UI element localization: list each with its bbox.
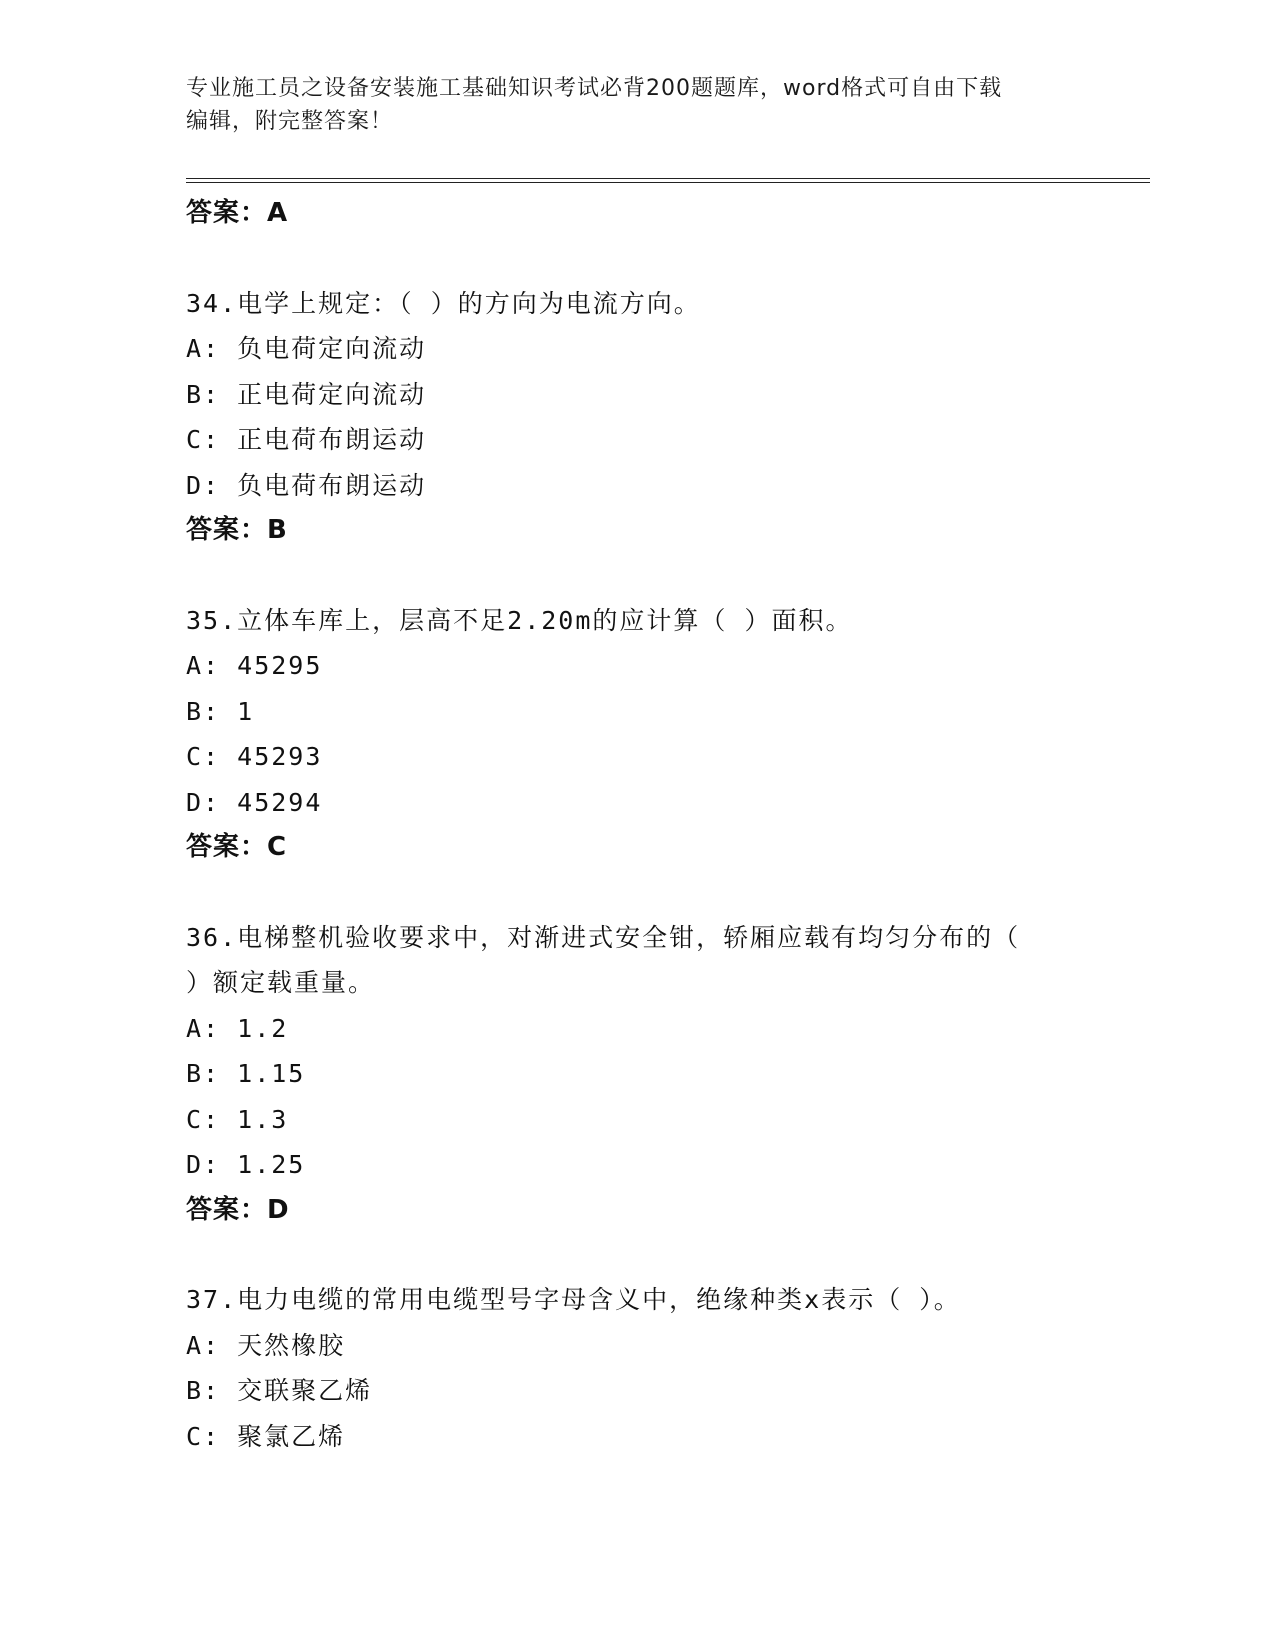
option-b: B: 1.15	[186, 1059, 306, 1088]
option-d: D: 45294	[186, 787, 323, 817]
document-header	[186, 72, 1066, 138]
question-37	[186, 1277, 1086, 1459]
option-b: B: 交联聚乙烯	[186, 1376, 373, 1405]
option-d: D: 1.25	[186, 1150, 306, 1179]
question-35	[186, 598, 1086, 871]
question-list	[186, 191, 1086, 1459]
question-stem-line-1: 36.电梯整机验收要求中，对渐进式安全钳，轿厢应载有均匀分布的（	[186, 922, 1021, 952]
header-rule-top	[186, 178, 1150, 179]
previous-answer: 答案：A	[186, 198, 289, 228]
question-stem: 35.立体车库上，层高不足2.20m的应计算（ ）面积。	[186, 605, 853, 635]
answer: 答案：B	[186, 515, 288, 545]
header-line-1: 专业施工员之设备安装施工基础知识考试必背200题题库，word格式可自由下载	[186, 76, 1003, 101]
option-b: B: 1	[186, 696, 255, 726]
option-a: A: 天然橡胶	[186, 1330, 346, 1360]
option-b: B: 正电荷定向流动	[186, 379, 427, 409]
answer: 答案：C	[186, 832, 288, 862]
option-d: D: 负电荷布朗运动	[186, 470, 427, 500]
option-c: C: 聚氯乙烯	[186, 1421, 346, 1451]
question-34	[186, 281, 1086, 554]
option-c: C: 1.3	[186, 1104, 289, 1134]
option-c: C: 45293	[186, 742, 323, 771]
header-rule-bottom	[186, 182, 1150, 183]
question-stem-line-2: ）额定载重量。	[186, 968, 376, 997]
option-a: A: 负电荷定向流动	[186, 334, 427, 363]
header-line-2: 编辑，附完整答案！	[186, 109, 394, 134]
question-stem: 34.电学上规定：（ ）的方向为电流方向。	[186, 288, 701, 318]
option-a: A: 45295	[186, 651, 323, 680]
question-stem: 37.电力电缆的常用电缆型号字母含义中，绝缘种类x表示（ ）。	[186, 1285, 961, 1314]
option-c: C: 正电荷布朗运动	[186, 425, 427, 454]
answer: 答案：D	[186, 1194, 290, 1225]
question-36	[186, 915, 1086, 1234]
option-a: A: 1.2	[186, 1013, 289, 1043]
